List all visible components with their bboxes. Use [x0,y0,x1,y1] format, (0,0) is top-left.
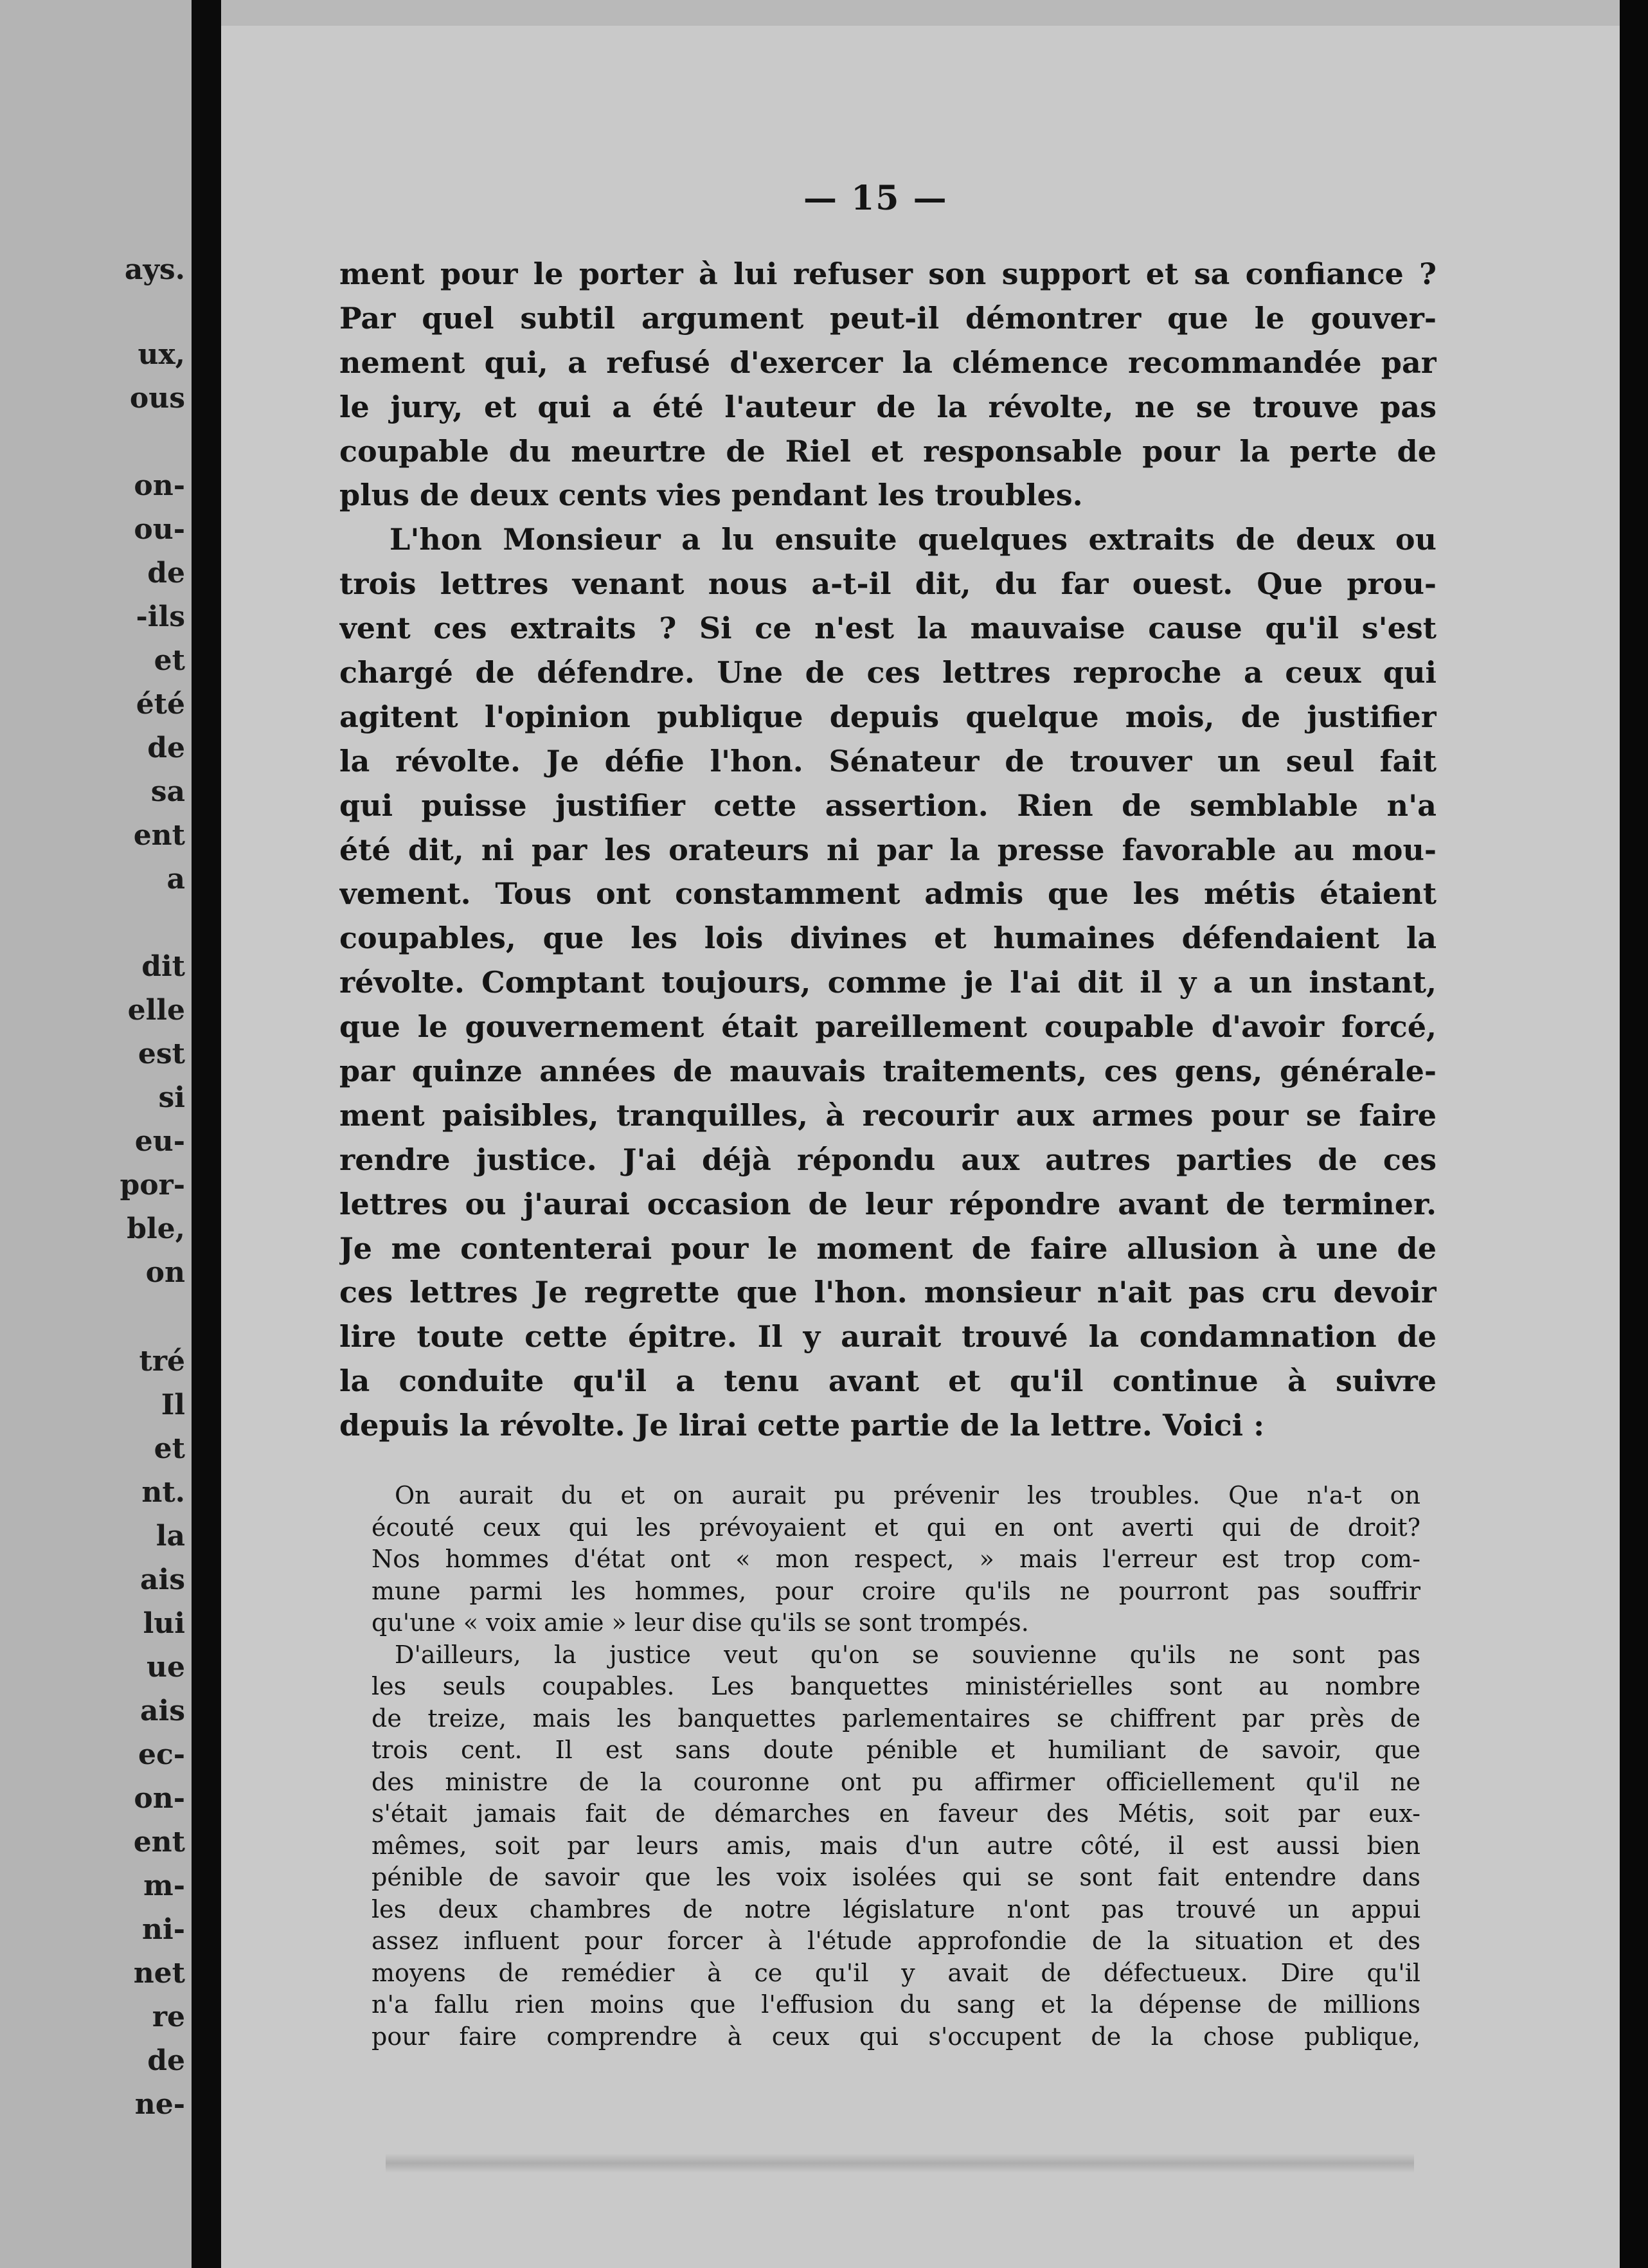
quote-line: On aurait du et on aurait pu prévenir les troubles. Que n'a-t on [395,1481,1420,1509]
left-fragment: Il [161,1389,185,1421]
body-text [339,252,1437,1448]
quote-line: s'était jamais fait de démarches en faveur des Métis, soit par eux- [372,1799,1420,1828]
quote-line: qu'une « voix amie » leur dise qu'ils se sont trompés. [372,1608,1029,1637]
left-fragment: lui [143,1607,185,1640]
quote-line: écouté ceux qui les prévoyaient et qui en ont averti qui de droit? [372,1513,1420,1542]
left-fragment: nt. [141,1476,185,1509]
body-line: la révolte. Je défie l'hon. Sénateur de trouver un seul fait [339,743,1437,779]
body-line: L'hon Monsieur a lu ensuite quelques extraits de deux ou [390,522,1437,557]
left-fragment: de [147,2044,185,2077]
body-line: depuis la révolte. Je lirai cette partie de la lettre. Voici : [339,1408,1265,1443]
body-line: ment pour le porter à lui refuser son support et sa confiance ? [339,256,1437,291]
quote-line: pénible de savoir que les voix isolées qui se sont fait entendre dans [372,1863,1420,1891]
left-fragment: est [138,1038,185,1070]
body-line: vent ces extraits ? Si ce n'est la mauvaise cause qu'il s'est [339,611,1437,646]
left-fragment: de [147,732,185,764]
left-fragment: elle [127,994,185,1027]
left-fragment: été [136,688,185,721]
quote-line: n'a fallu rien moins que l'effusion du sang et la dépense de millions [372,1990,1420,2019]
body-line: que le gouvernement était pareillement coupable d'avoir forcé, [339,1009,1437,1045]
quote-line: des ministre de la couronne ont pu affirmer officiellement qu'il ne [372,1767,1420,1796]
left-fragment: de [147,557,185,590]
quote-line: les deux chambres de notre législature n'ont pas trouvé un appui [372,1895,1420,1923]
quote-line: mune parmi les hommes, pour croire qu'ils ne pourront pas souffrir [372,1576,1420,1605]
bleed-through-smudge [386,2154,1414,2173]
quote-line: les seuls coupables. Les banquettes ministérielles sont au nombre [372,1672,1420,1700]
left-fragment: ais [140,1563,185,1596]
left-fragment: ou- [134,513,185,546]
left-fragment: ec- [138,1738,185,1771]
body-line: Je me contenterai pour le moment de faire allusion à une de [339,1230,1437,1266]
left-fragment: a [166,863,185,896]
body-line: ces lettres Je regrette que l'hon. monsieur n'ait pas cru devoir [339,1275,1437,1310]
quote-line: mêmes, soit par leurs amis, mais d'un autre côté, il est aussi bien [372,1831,1420,1860]
left-fragment: ux, [138,338,185,371]
left-fragment: ue [147,1651,185,1684]
left-fragment: eu- [134,1125,185,1158]
body-line: le jury, et qui a été l'auteur de la révolte, ne se trouve pas [339,389,1437,424]
body-line: plus de deux cents vies pendant les troubles. [339,478,1083,513]
left-fragment: ent [133,819,185,852]
quoted-letter [372,1480,1420,2053]
left-fragment: ent [133,1826,185,1859]
body-line: été dit, ni par les orateurs ni par la presse favorable au mou- [339,832,1437,867]
left-fragment: ble, [127,1212,185,1245]
body-line: vement. Tous ont constamment admis que les métis étaient [339,876,1437,912]
left-fragment: ays. [124,253,185,286]
body-line: par quinze années de mauvais traitements, ces gens, générale- [339,1054,1437,1089]
left-fragment: et [154,644,185,677]
quote-line: assez influent pour forcer à l'étude approfondie de la situation et des [372,1927,1420,1955]
left-fragment: la [156,1520,185,1553]
left-fragment: ne- [134,2088,185,2121]
body-line: rendre justice. J'ai déjà répondu aux autres parties de ces [339,1142,1437,1177]
body-line: lire toute cette épitre. Il y aurait trouvé la condamnation de [339,1319,1437,1354]
left-fragment: si [158,1081,185,1114]
left-fragment: sa [150,775,185,808]
left-page-strip [0,0,192,2268]
quote-line: trois cent. Il est sans doute pénible et humiliant de savoir, que [372,1736,1420,1764]
body-line: agitent l'opinion publique depuis quelque mois, de justifier [339,699,1437,734]
left-fragment: ni- [142,1913,185,1946]
left-fragment: re [152,2001,185,2033]
book-gutter [192,0,221,2268]
left-fragment: tré [139,1345,185,1378]
left-fragment: dit [141,950,185,983]
body-line: lettres ou j'aurai occasion de leur répondre avant de terminer. [339,1186,1437,1221]
left-fragment: m- [143,1869,185,1902]
left-fragment: on- [134,1782,185,1815]
left-fragment: ais [140,1695,185,1727]
body-line: nement qui, a refusé d'exercer la clémence recommandée par [339,345,1437,380]
body-line: chargé de défendre. Une de ces lettres reproche a ceux qui [339,655,1437,690]
body-line: révolte. Comptant toujours, comme je l'ai dit il y a un instant, [339,965,1437,1000]
body-line: ment paisibles, tranquilles, à recourir aux armes pour se faire [339,1097,1437,1133]
body-line: Par quel subtil argument peut-il démontrer que le gouver- [339,300,1437,336]
left-fragment: -ils [136,600,185,633]
quote-line: pour faire comprendre à ceux qui s'occupent de la chose publique, [372,2022,1420,2051]
left-fragment: ous [129,382,185,415]
body-line: coupable du meurtre de Riel et responsable pour la perte de [339,433,1437,469]
left-fragment: por- [120,1169,185,1202]
left-fragment: net [133,1957,185,1990]
quote-line: D'ailleurs, la justice veut qu'on se souvienne qu'ils ne sont pas [395,1640,1420,1669]
left-fragment: on- [134,469,185,502]
quote-line: Nos hommes d'état ont « mon respect, » mais l'erreur est trop com- [372,1545,1420,1573]
page-right-edge [1620,0,1648,2268]
page-number: — 15 — [803,179,948,218]
body-line: qui puisse justifier cette assertion. Rien de semblable n'a [339,788,1437,823]
quote-line: de treize, mais les banquettes parlementaires se chiffrent par près de [372,1704,1420,1733]
quote-line: moyens de remédier à ce qu'il y avait de défectueux. Dire qu'il [372,1958,1420,1987]
body-line: coupables, que les lois divines et humaines défendaient la [339,921,1437,956]
body-line: trois lettres venant nous a-t-il dit, du far ouest. Que prou- [339,566,1437,602]
body-line: la conduite qu'il a tenu avant et qu'il continue à suivre [339,1364,1437,1399]
left-fragment: on [145,1256,185,1289]
left-fragment: et [154,1432,185,1465]
page-top-shade [221,0,1620,26]
